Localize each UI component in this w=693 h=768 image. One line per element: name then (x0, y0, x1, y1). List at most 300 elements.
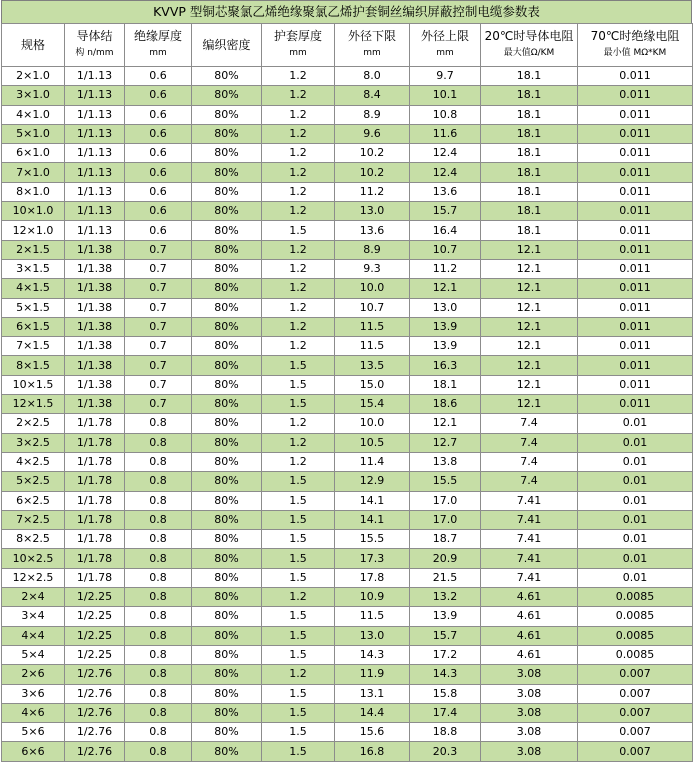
table-cell: 3×1.5 (2, 259, 65, 278)
table-cell: 8.0 (335, 67, 410, 86)
table-cell: 13.8 (410, 452, 481, 471)
table-cell: 15.8 (410, 684, 481, 703)
table-cell: 10×1.0 (2, 202, 65, 221)
table-cell: 13.9 (410, 607, 481, 626)
table-cell: 1/1.13 (65, 144, 125, 163)
table-cell: 1/1.13 (65, 86, 125, 105)
table-cell: 1/1.78 (65, 530, 125, 549)
table-cell: 80% (192, 491, 262, 510)
table-cell: 1.2 (262, 317, 335, 336)
table-cell: 10.0 (335, 279, 410, 298)
table-cell: 1/2.76 (65, 684, 125, 703)
table-cell: 13.0 (335, 202, 410, 221)
table-cell: 7.4 (481, 414, 578, 433)
table-cell: 12.1 (481, 279, 578, 298)
table-row (2, 684, 693, 703)
column-header-label: 外径下限 (347, 29, 396, 43)
table-cell: 3.08 (481, 742, 578, 761)
table-cell: 1.5 (262, 375, 335, 394)
table-row (2, 703, 693, 722)
table-cell: 0.8 (125, 645, 192, 664)
table-row (2, 491, 693, 510)
column-header-unit: mm (149, 48, 167, 58)
table-cell: 0.8 (125, 665, 192, 684)
table-cell: 17.2 (410, 645, 481, 664)
table-cell: 1/1.38 (65, 240, 125, 259)
table-cell: 10.0 (335, 414, 410, 433)
table-cell: 0.007 (578, 703, 693, 722)
table-cell: 0.01 (578, 568, 693, 587)
table-cell: 17.3 (335, 549, 410, 568)
table-cell: 10×1.5 (2, 375, 65, 394)
table-cell: 1.2 (262, 414, 335, 433)
table-cell: 0.011 (578, 163, 693, 182)
table-row (2, 433, 693, 452)
table-cell: 1/1.13 (65, 182, 125, 201)
table-cell: 0.6 (125, 67, 192, 86)
table-cell: 1/1.13 (65, 105, 125, 124)
table-cell: 12.7 (410, 433, 481, 452)
table-cell: 5×2.5 (2, 472, 65, 491)
table-cell: 15.5 (410, 472, 481, 491)
table-cell: 3.08 (481, 684, 578, 703)
table-cell: 1/1.78 (65, 452, 125, 471)
table-cell: 80% (192, 221, 262, 240)
column-header-unit: mm (363, 48, 381, 58)
table-cell: 0.011 (578, 182, 693, 201)
table-cell: 13.6 (410, 182, 481, 201)
table-cell: 1.5 (262, 221, 335, 240)
table-cell: 3.08 (481, 665, 578, 684)
table-cell: 80% (192, 530, 262, 549)
table-cell: 0.7 (125, 317, 192, 336)
table-row (2, 530, 693, 549)
table-cell: 2×1.0 (2, 67, 65, 86)
column-header (192, 24, 262, 67)
table-cell: 12.1 (481, 337, 578, 356)
column-header-label: 绝缘厚度 (133, 29, 182, 43)
column-header (2, 24, 65, 67)
table-cell: 0.0085 (578, 607, 693, 626)
table-cell: 0.011 (578, 375, 693, 394)
column-header-label: 编织密度 (202, 37, 251, 52)
table-cell: 12.9 (335, 472, 410, 491)
table-row (2, 375, 693, 394)
table-row (2, 105, 693, 124)
table-cell: 80% (192, 568, 262, 587)
table-cell: 7.4 (481, 452, 578, 471)
table-cell: 0.0085 (578, 626, 693, 645)
table-cell: 5×1.0 (2, 124, 65, 143)
table-cell: 1.5 (262, 703, 335, 722)
table-cell: 0.011 (578, 221, 693, 240)
table-cell: 6×6 (2, 742, 65, 761)
table-cell: 0.01 (578, 472, 693, 491)
table-cell: 3.08 (481, 703, 578, 722)
column-header-unit: 构 n/mm (75, 48, 114, 58)
table-cell: 80% (192, 337, 262, 356)
table-cell: 0.8 (125, 703, 192, 722)
table-row (2, 240, 693, 259)
table-cell: 1.5 (262, 626, 335, 645)
column-header (481, 24, 578, 67)
table-row (2, 279, 693, 298)
table-cell: 0.7 (125, 298, 192, 317)
table-cell: 1/1.78 (65, 433, 125, 452)
cable-parameter-table (1, 23, 693, 762)
table-cell: 4×2.5 (2, 452, 65, 471)
table-cell: 0.6 (125, 105, 192, 124)
table-cell: 0.8 (125, 684, 192, 703)
table-cell: 80% (192, 67, 262, 86)
table-row (2, 665, 693, 684)
table-cell: 1.5 (262, 723, 335, 742)
table-cell: 1/2.25 (65, 607, 125, 626)
table-cell: 20.3 (410, 742, 481, 761)
table-cell: 80% (192, 163, 262, 182)
table-cell: 0.8 (125, 491, 192, 510)
table-cell: 10.7 (335, 298, 410, 317)
column-header (335, 24, 410, 67)
table-cell: 1/1.13 (65, 67, 125, 86)
table-cell: 7.4 (481, 472, 578, 491)
table-cell: 2×4 (2, 588, 65, 607)
table-cell: 4×4 (2, 626, 65, 645)
table-cell: 80% (192, 202, 262, 221)
table-cell: 0.8 (125, 510, 192, 529)
table-cell: 0.0085 (578, 588, 693, 607)
table-cell: 1.2 (262, 144, 335, 163)
table-cell: 18.1 (481, 144, 578, 163)
table-cell: 80% (192, 395, 262, 414)
table-row (2, 86, 693, 105)
table-cell: 18.1 (481, 182, 578, 201)
table-row (2, 723, 693, 742)
table-cell: 80% (192, 105, 262, 124)
table-cell: 11.6 (410, 124, 481, 143)
table-cell: 0.01 (578, 452, 693, 471)
table-cell: 1.5 (262, 742, 335, 761)
table-cell: 8×2.5 (2, 530, 65, 549)
table-cell: 80% (192, 298, 262, 317)
table-cell: 1.2 (262, 588, 335, 607)
table-cell: 10.2 (335, 163, 410, 182)
table-cell: 1/1.38 (65, 356, 125, 375)
table-cell: 13.6 (335, 221, 410, 240)
table-cell: 1.5 (262, 510, 335, 529)
table-row (2, 549, 693, 568)
table-cell: 10.1 (410, 86, 481, 105)
table-cell: 4×1.0 (2, 105, 65, 124)
table-cell: 4×6 (2, 703, 65, 722)
table-cell: 1.5 (262, 395, 335, 414)
table-cell: 4.61 (481, 626, 578, 645)
table-cell: 1.2 (262, 279, 335, 298)
column-header-unit: 最小值 MΩ*KM (603, 48, 667, 58)
column-header-label: 规格 (20, 37, 45, 52)
table-row (2, 202, 693, 221)
table-cell: 1.5 (262, 530, 335, 549)
table-cell: 1.5 (262, 472, 335, 491)
table-cell: 80% (192, 665, 262, 684)
table-cell: 6×1.0 (2, 144, 65, 163)
table-cell: 80% (192, 472, 262, 491)
table-cell: 0.8 (125, 568, 192, 587)
table-cell: 0.6 (125, 221, 192, 240)
table-cell: 11.5 (335, 337, 410, 356)
table-row (2, 163, 693, 182)
table-cell: 10.9 (335, 588, 410, 607)
table-cell: 3×4 (2, 607, 65, 626)
table-row (2, 472, 693, 491)
table-cell: 80% (192, 182, 262, 201)
table-cell: 0.6 (125, 202, 192, 221)
column-header (262, 24, 335, 67)
table-cell: 7.41 (481, 491, 578, 510)
table-cell: 15.6 (335, 723, 410, 742)
table-row (2, 124, 693, 143)
table-cell: 0.011 (578, 279, 693, 298)
table-cell: 80% (192, 588, 262, 607)
table-cell: 0.8 (125, 549, 192, 568)
column-header-unit: mm (436, 48, 454, 58)
column-header-label: 20℃时导体电阻 (484, 29, 574, 43)
table-cell: 1/2.25 (65, 645, 125, 664)
table-cell: 8.4 (335, 86, 410, 105)
table-cell: 1.2 (262, 259, 335, 278)
table-cell: 1/1.13 (65, 221, 125, 240)
table-row (2, 510, 693, 529)
table-title: KVVP 型铜芯聚氯乙烯绝缘聚氯乙烯护套铜丝编织屏蔽控制电缆参数表 (1, 0, 692, 23)
table-cell: 0.011 (578, 317, 693, 336)
table-cell: 8.9 (335, 240, 410, 259)
table-cell: 7.41 (481, 568, 578, 587)
table-cell: 11.5 (335, 317, 410, 336)
table-cell: 12.1 (410, 414, 481, 433)
table-cell: 3×6 (2, 684, 65, 703)
table-cell: 0.011 (578, 144, 693, 163)
table-cell: 13.1 (335, 684, 410, 703)
table-cell: 80% (192, 375, 262, 394)
table-cell: 0.01 (578, 530, 693, 549)
table-cell: 18.8 (410, 723, 481, 742)
table-cell: 1/2.76 (65, 665, 125, 684)
table-cell: 80% (192, 703, 262, 722)
table-cell: 0.8 (125, 472, 192, 491)
table-cell: 1.2 (262, 452, 335, 471)
table-cell: 13.0 (335, 626, 410, 645)
table-cell: 1.2 (262, 105, 335, 124)
table-cell: 14.3 (410, 665, 481, 684)
table-cell: 13.0 (410, 298, 481, 317)
table-cell: 1/1.38 (65, 298, 125, 317)
table-cell: 1.5 (262, 607, 335, 626)
table-cell: 1/1.78 (65, 510, 125, 529)
table-cell: 6×1.5 (2, 317, 65, 336)
table-cell: 14.3 (335, 645, 410, 664)
table-cell: 0.011 (578, 240, 693, 259)
header-row (2, 24, 693, 67)
table-cell: 1/1.38 (65, 395, 125, 414)
table-cell: 0.8 (125, 607, 192, 626)
table-row (2, 414, 693, 433)
table-cell: 80% (192, 317, 262, 336)
table-cell: 12.1 (410, 279, 481, 298)
table-cell: 2×1.5 (2, 240, 65, 259)
table-cell: 80% (192, 144, 262, 163)
table-cell: 0.007 (578, 723, 693, 742)
table-cell: 5×4 (2, 645, 65, 664)
table-cell: 0.01 (578, 510, 693, 529)
table-cell: 1.2 (262, 182, 335, 201)
table-cell: 13.5 (335, 356, 410, 375)
table-cell: 0.007 (578, 684, 693, 703)
table-cell: 0.8 (125, 433, 192, 452)
table-cell: 4.61 (481, 607, 578, 626)
table-cell: 10.5 (335, 433, 410, 452)
column-header-label: 导体结 (76, 29, 113, 43)
table-cell: 1/2.25 (65, 626, 125, 645)
table-cell: 1/1.78 (65, 491, 125, 510)
table-cell: 80% (192, 414, 262, 433)
table-cell: 1.2 (262, 163, 335, 182)
table-cell: 80% (192, 259, 262, 278)
table-cell: 3.08 (481, 723, 578, 742)
table-cell: 8×1.0 (2, 182, 65, 201)
table-cell: 8.9 (335, 105, 410, 124)
table-cell: 0.8 (125, 742, 192, 761)
table-cell: 1/2.76 (65, 742, 125, 761)
table-cell: 1.2 (262, 240, 335, 259)
table-row (2, 298, 693, 317)
table-cell: 12.1 (481, 259, 578, 278)
table-cell: 1.5 (262, 356, 335, 375)
table-cell: 15.4 (335, 395, 410, 414)
table-cell: 80% (192, 549, 262, 568)
column-header (65, 24, 125, 67)
table-cell: 1/1.13 (65, 163, 125, 182)
column-header-unit: 最大值Ω/KM (503, 48, 555, 58)
table-cell: 1/1.38 (65, 259, 125, 278)
parameter-sheet (1, 0, 692, 762)
table-cell: 4×1.5 (2, 279, 65, 298)
table-cell: 13.2 (410, 588, 481, 607)
table-cell: 0.011 (578, 298, 693, 317)
table-cell: 18.1 (481, 221, 578, 240)
table-cell: 17.0 (410, 491, 481, 510)
table-cell: 1/2.25 (65, 588, 125, 607)
table-cell: 1.2 (262, 665, 335, 684)
table-cell: 0.7 (125, 395, 192, 414)
table-cell: 12×1.5 (2, 395, 65, 414)
column-header-label: 外径上限 (420, 29, 469, 43)
table-row (2, 395, 693, 414)
table-cell: 7×1.5 (2, 337, 65, 356)
table-cell: 1.2 (262, 433, 335, 452)
table-cell: 11.4 (335, 452, 410, 471)
table-cell: 7.41 (481, 549, 578, 568)
column-header (410, 24, 481, 67)
column-header (125, 24, 192, 67)
table-cell: 10×2.5 (2, 549, 65, 568)
table-cell: 18.7 (410, 530, 481, 549)
table-cell: 0.7 (125, 356, 192, 375)
table-row (2, 317, 693, 336)
table-cell: 1/1.38 (65, 317, 125, 336)
table-cell: 7.41 (481, 530, 578, 549)
table-cell: 1/1.78 (65, 568, 125, 587)
table-cell: 0.011 (578, 259, 693, 278)
table-row (2, 645, 693, 664)
table-cell: 1.5 (262, 549, 335, 568)
table-cell: 1.2 (262, 337, 335, 356)
table-cell: 12.1 (481, 240, 578, 259)
table-cell: 0.011 (578, 356, 693, 375)
table-cell: 9.7 (410, 67, 481, 86)
table-cell: 13.9 (410, 337, 481, 356)
table-cell: 80% (192, 433, 262, 452)
table-cell: 14.4 (335, 703, 410, 722)
table-cell: 7.41 (481, 510, 578, 529)
table-cell: 80% (192, 124, 262, 143)
table-body (2, 67, 693, 762)
table-cell: 0.8 (125, 414, 192, 433)
table-cell: 1.5 (262, 645, 335, 664)
table-row (2, 742, 693, 761)
table-cell: 1/1.13 (65, 124, 125, 143)
table-cell: 80% (192, 356, 262, 375)
table-cell: 0.011 (578, 202, 693, 221)
table-row (2, 588, 693, 607)
table-cell: 17.4 (410, 703, 481, 722)
table-cell: 17.8 (335, 568, 410, 587)
table-cell: 0.01 (578, 491, 693, 510)
table-cell: 0.011 (578, 86, 693, 105)
table-cell: 2×2.5 (2, 414, 65, 433)
table-cell: 18.1 (481, 67, 578, 86)
column-header-label: 70℃时绝缘电阻 (590, 29, 680, 43)
column-header-unit: mm (289, 48, 307, 58)
table-cell: 0.011 (578, 395, 693, 414)
table-cell: 18.6 (410, 395, 481, 414)
table-row (2, 144, 693, 163)
table-cell: 15.7 (410, 202, 481, 221)
table-cell: 80% (192, 742, 262, 761)
table-cell: 0.007 (578, 742, 693, 761)
table-cell: 18.1 (481, 124, 578, 143)
table-row (2, 568, 693, 587)
table-cell: 0.0085 (578, 645, 693, 664)
table-cell: 8×1.5 (2, 356, 65, 375)
table-cell: 0.8 (125, 723, 192, 742)
table-cell: 11.9 (335, 665, 410, 684)
table-cell: 7×1.0 (2, 163, 65, 182)
table-cell: 0.01 (578, 549, 693, 568)
table-cell: 12.1 (481, 375, 578, 394)
table-cell: 12.1 (481, 317, 578, 336)
table-row (2, 337, 693, 356)
table-cell: 15.0 (335, 375, 410, 394)
table-cell: 20.9 (410, 549, 481, 568)
table-cell: 80% (192, 86, 262, 105)
table-cell: 4.61 (481, 588, 578, 607)
table-cell: 14.1 (335, 510, 410, 529)
table-cell: 0.8 (125, 626, 192, 645)
table-cell: 1/1.13 (65, 202, 125, 221)
table-cell: 4.61 (481, 645, 578, 664)
column-header-label: 护套厚度 (273, 29, 322, 43)
table-cell: 11.2 (410, 259, 481, 278)
